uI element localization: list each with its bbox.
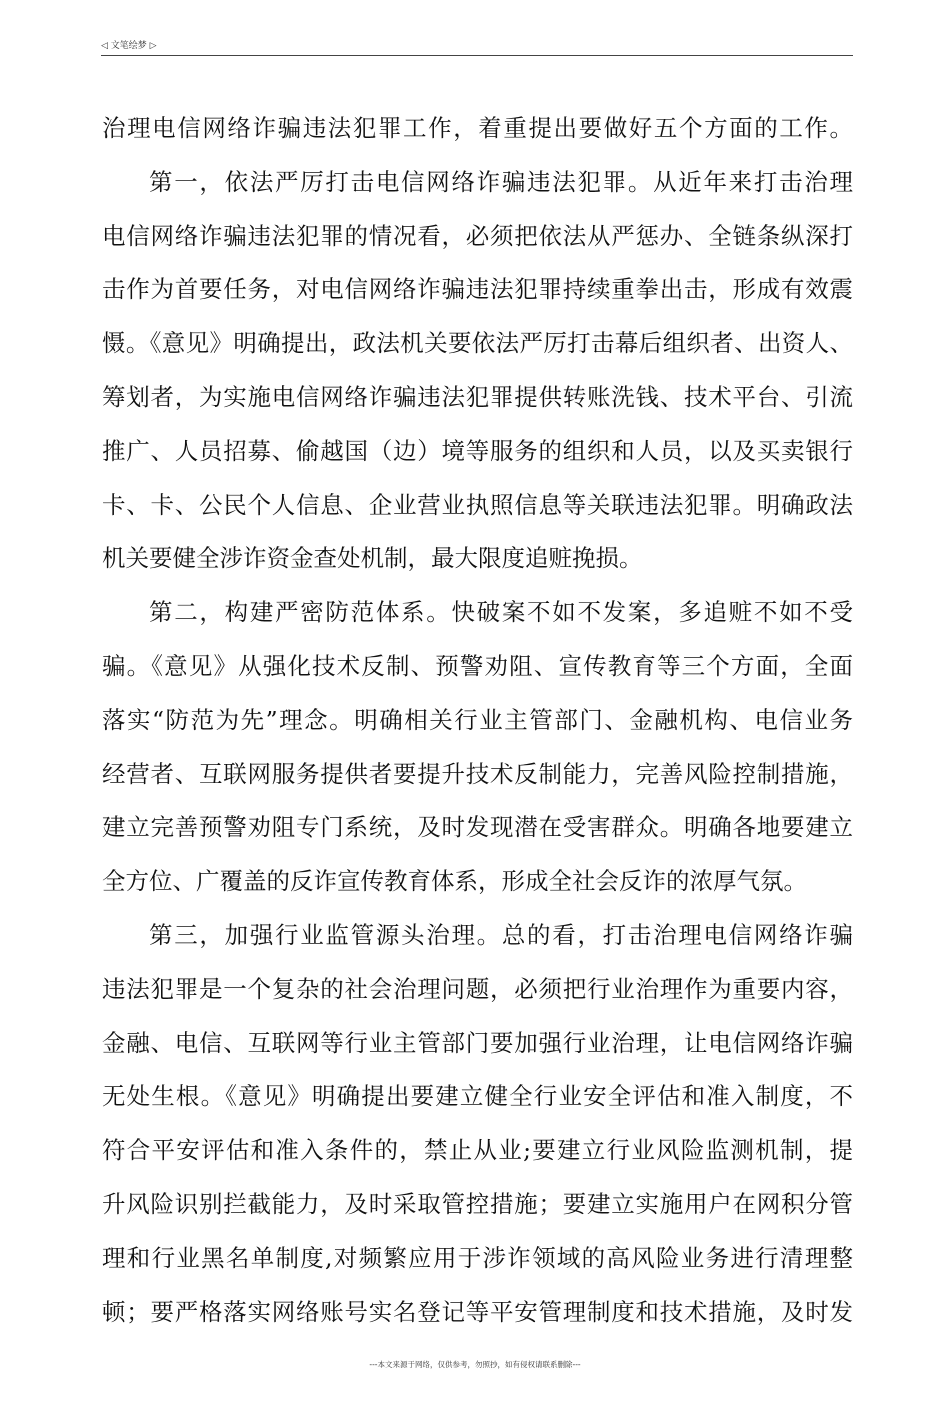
text-line: 建立完善预警劝阻专门系统，及时发现潜在受害群众。明确各地要建立 (102, 813, 853, 842)
text-line: 卡、卡、公民个人信息、企业营业执照信息等关联违法犯罪。明确政法 (102, 490, 853, 519)
header-label: ◁ 文笔绘梦 ▷ (101, 41, 157, 51)
paragraph-first-line: 第二，构建严密防范体系。快破案不如不发案，多追赃不如不受 (149, 598, 853, 627)
text-line: 升风险识别拦截能力，及时采取管控措施；要建立实施用户在网积分管 (102, 1189, 853, 1218)
paragraph-first-line: 第三，加强行业监管源头治理。总的看，打击治理电信网络诈骗 (149, 920, 853, 949)
text-line: 筹划者，为实施电信网络诈骗违法犯罪提供转账洗钱、技术平台、引流 (102, 382, 853, 411)
text-line: 无处生根。《意见》明确提出要建立健全行业安全评估和准入制度，不 (102, 1082, 853, 1111)
text-line: 治理电信网络诈骗违法犯罪工作，着重提出要做好五个方面的工作。 (102, 114, 853, 142)
text-line: 推广、人员招募、偷越国（边）境等服务的组织和人员，以及买卖银行 (102, 436, 853, 465)
text-line: 金融、电信、互联网等行业主管部门要加强行业治理，让电信网络诈骗 (102, 1028, 853, 1057)
paragraph-first-line: 第一，依法严厉打击电信网络诈骗违法犯罪。从近年来打击治理 (149, 167, 853, 196)
text-line: 落实“防范为先”理念。明确相关行业主管部门、金融机构、电信业务 (102, 705, 853, 734)
paragraph-last-line: 全方位、广覆盖的反诈宣传教育体系，形成全社会反诈的浓厚气氛。 (102, 867, 807, 896)
header-divider (101, 55, 853, 56)
text-line: 慑。《意见》明确提出，政法机关要依法严厉打击幕后组织者、出资人、 (102, 329, 853, 358)
text-line: 违法犯罪是一个复杂的社会治理问题，必须把行业治理作为重要内容， (102, 974, 853, 1003)
text-line: 经营者、互联网服务提供者要提升技术反制能力，完善风险控制措施， (102, 759, 853, 788)
text-line: 骗。《意见》从强化技术反制、预警劝阻、宣传教育等三个方面，全面 (102, 651, 853, 680)
page-footer: ---本文来源于网络，仅供参考，勿照抄，如有侵权请联系删除--- (369, 1360, 581, 1369)
text-line: 理和行业黑名单制度,对频繁应用于涉诈领域的高风险业务进行清理整 (102, 1243, 853, 1272)
text-line: 顿；要严格落实网络账号实名登记等平安管理制度和技术措施，及时发 (102, 1297, 853, 1326)
text-line: 符合平安评估和准入条件的，禁止从业;要建立行业风险监测机制，提 (102, 1136, 853, 1165)
text-line: 击作为首要任务，对电信网络诈骗违法犯罪持续重拳出击，形成有效震 (102, 275, 853, 304)
page-header (101, 40, 853, 54)
text-line: 电信网络诈骗违法犯罪的情况看，必须把依法从严惩办、全链条纵深打 (102, 221, 853, 250)
paragraph-last-line: 机关要健全涉诈资金查处机制，最大限度追赃挽损。 (102, 544, 643, 573)
document-body (102, 102, 853, 1339)
